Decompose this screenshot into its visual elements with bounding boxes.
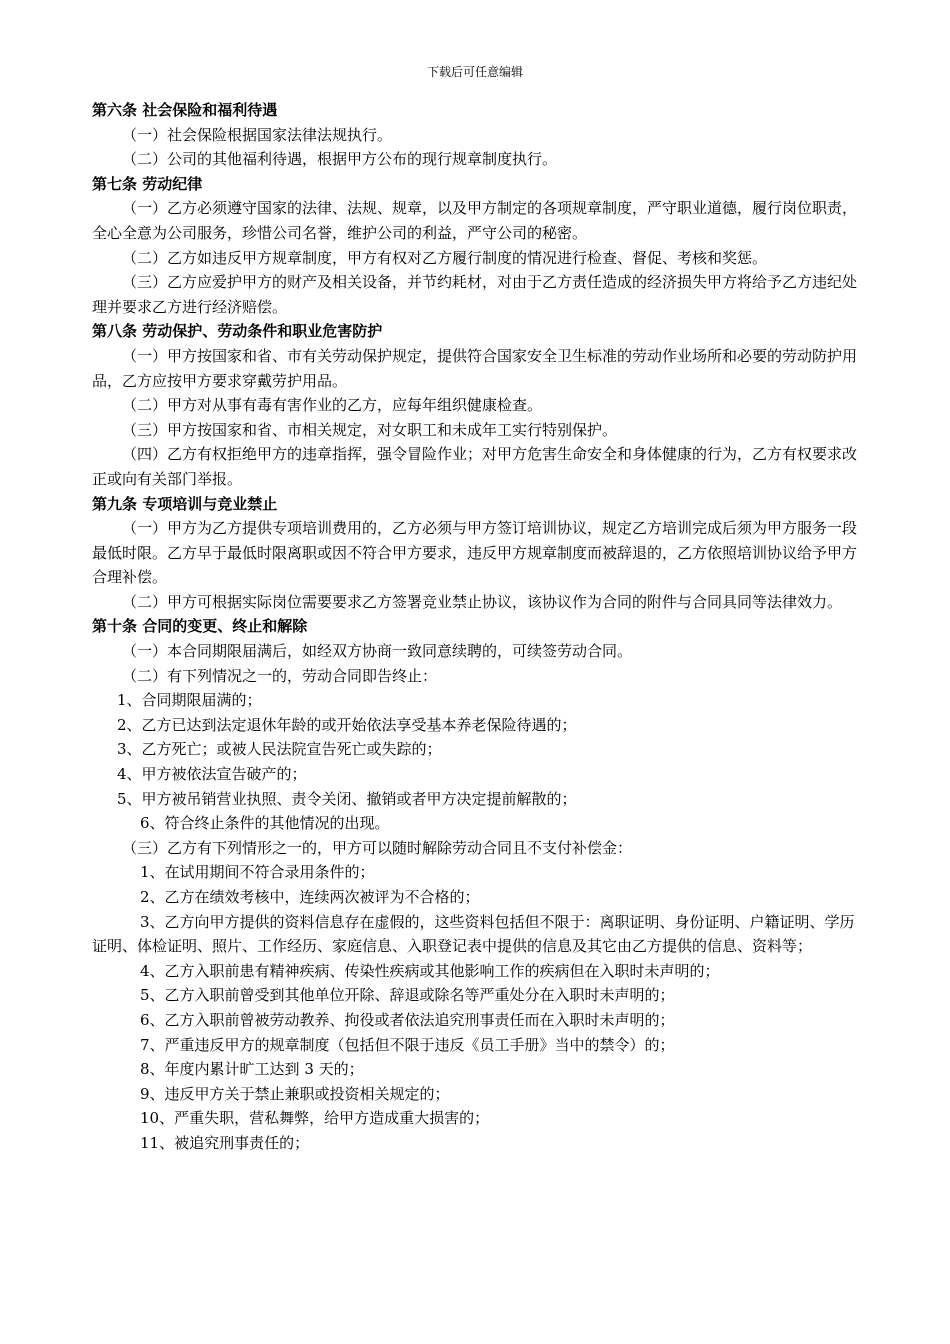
paragraph: 3、乙方向甲方提供的资料信息存在虚假的，这些资料包括但不限于：离职证明、身份证明、户籍证明、学历证明、体检证明、照片、工作经历、家庭信息、入职登记表中提供的信息及其它由乙方提供的信息、资料等；	[92, 912, 855, 956]
paragraph: （三）乙方有下列情形之一的，甲方可以随时解除劳动合同且不支付补偿金：	[122, 838, 633, 857]
document-body	[92, 98, 862, 1156]
page-header: 下载后可任意编辑	[426, 65, 523, 79]
paragraph: 3、乙方死亡；或被人民法院宣告死亡或失踪的；	[117, 740, 442, 759]
paragraph: 1、合同期限届满的；	[117, 691, 262, 710]
paragraph: （二）甲方可根据实际岗位需要要求乙方签署竞业禁止协议，该协议作为合同的附件与合同具同等法律效力。	[122, 592, 843, 611]
paragraph: 2、乙方已达到法定退休年龄的或开始依法享受基本养老保险待遇的；	[117, 715, 577, 734]
paragraph: （一）甲方按国家和省、市有关劳动保护规定，提供符合国家安全卫生标准的劳动作业场所和必要的劳动防护用品，乙方应按甲方要求穿戴劳护用品。	[92, 346, 858, 390]
section-heading: 第十条 合同的变更、终止和解除	[92, 617, 308, 636]
paragraph: 11、被追究刑事责任的；	[140, 1133, 310, 1152]
paragraph: 6、乙方入职前曾被劳动教养、拘役或者依法追究刑事责任而在入职时未声明的；	[140, 1010, 675, 1029]
paragraph: 1、在试用期间不符合录用条件的；	[140, 863, 375, 882]
paragraph: 7、严重违反甲方的规章制度（包括但不限于违反《员工手册》当中的禁令）的；	[140, 1035, 675, 1054]
paragraph: 4、甲方被依法宣告破产的；	[117, 765, 307, 784]
section-heading: 第六条 社会保险和福利待遇	[92, 101, 278, 119]
paragraph: 10、严重失职，营私舞弊，给甲方造成重大损害的；	[140, 1109, 490, 1128]
paragraph: （二）乙方如违反甲方规章制度，甲方有权对乙方履行制度的情况进行检查、督促、考核和奖惩。	[122, 248, 768, 267]
paragraph: （二）有下列情况之一的，劳动合同即告终止：	[122, 666, 438, 685]
paragraph: 5、甲方被吊销营业执照、责令关闭、撤销或者甲方决定提前解散的；	[117, 789, 577, 808]
paragraph: （三）乙方应爱护甲方的财产及相关设备，并节约耗材，对由于乙方责任造成的经济损失甲方将给予乙方违纪处理并要求乙方进行经济赔偿。	[92, 273, 858, 316]
paragraph: 4、乙方入职前患有精神疾病、传染性疾病或其他影响工作的疾病但在入职时未声明的；	[140, 961, 720, 980]
paragraph: 6、符合终止条件的其他情况的出现。	[140, 814, 390, 833]
paragraph: （二）公司的其他福利待遇，根据甲方公布的现行规章制度执行。	[122, 150, 558, 169]
paragraph: （一）本合同期限届满后，如经双方协商一致同意续聘的，可续签劳动合同。	[122, 642, 633, 661]
paragraph: （四）乙方有权拒绝甲方的违章指挥，强令冒险作业；对甲方危害生命安全和身体健康的行为，乙方有权要求改正或向有关部门举报。	[92, 445, 858, 488]
paragraph: （一）甲方为乙方提供专项培训费用的，乙方必须与甲方签订培训协议，规定乙方培训完成后须为甲方服务一段最低时限。乙方早于最低时限离职或因不符合甲方要求，违反甲方规章制度而被辞退的，乙方依照培训协议给予甲方合理补偿。	[92, 519, 858, 587]
paragraph: 8、年度内累计旷工达到 3 天的；	[140, 1060, 364, 1079]
paragraph: 9、违反甲方关于禁止兼职或投资相关规定的；	[140, 1084, 450, 1103]
section-heading: 第九条 专项培训与竞业禁止	[92, 494, 278, 513]
paragraph: （三）甲方按国家和省、市相关规定，对女职工和未成年工实行特别保护。	[122, 420, 618, 439]
section-heading: 第七条 劳动纪律	[92, 174, 203, 193]
paragraph: （一）乙方必须遵守国家的法律、法规、规章，以及甲方制定的各项规章制度，严守职业道德，履行岗位职责，全心全意为公司服务，珍惜公司名誉，维护公司的利益，严守公司的秘密。	[92, 199, 858, 242]
paragraph: （二）甲方对从事有毒有害作业的乙方，应每年组织健康检查。	[122, 396, 543, 415]
section-heading: 第八条 劳动保护、劳动条件和职业危害防护	[92, 322, 383, 341]
paragraph: （一）社会保险根据国家法律法规执行。	[122, 125, 393, 144]
paragraph: 5、乙方入职前曾受到其他单位开除、辞退或除名等严重处分在入职时未声明的；	[140, 986, 675, 1005]
paragraph: 2、乙方在绩效考核中，连续两次被评为不合格的；	[140, 888, 480, 906]
